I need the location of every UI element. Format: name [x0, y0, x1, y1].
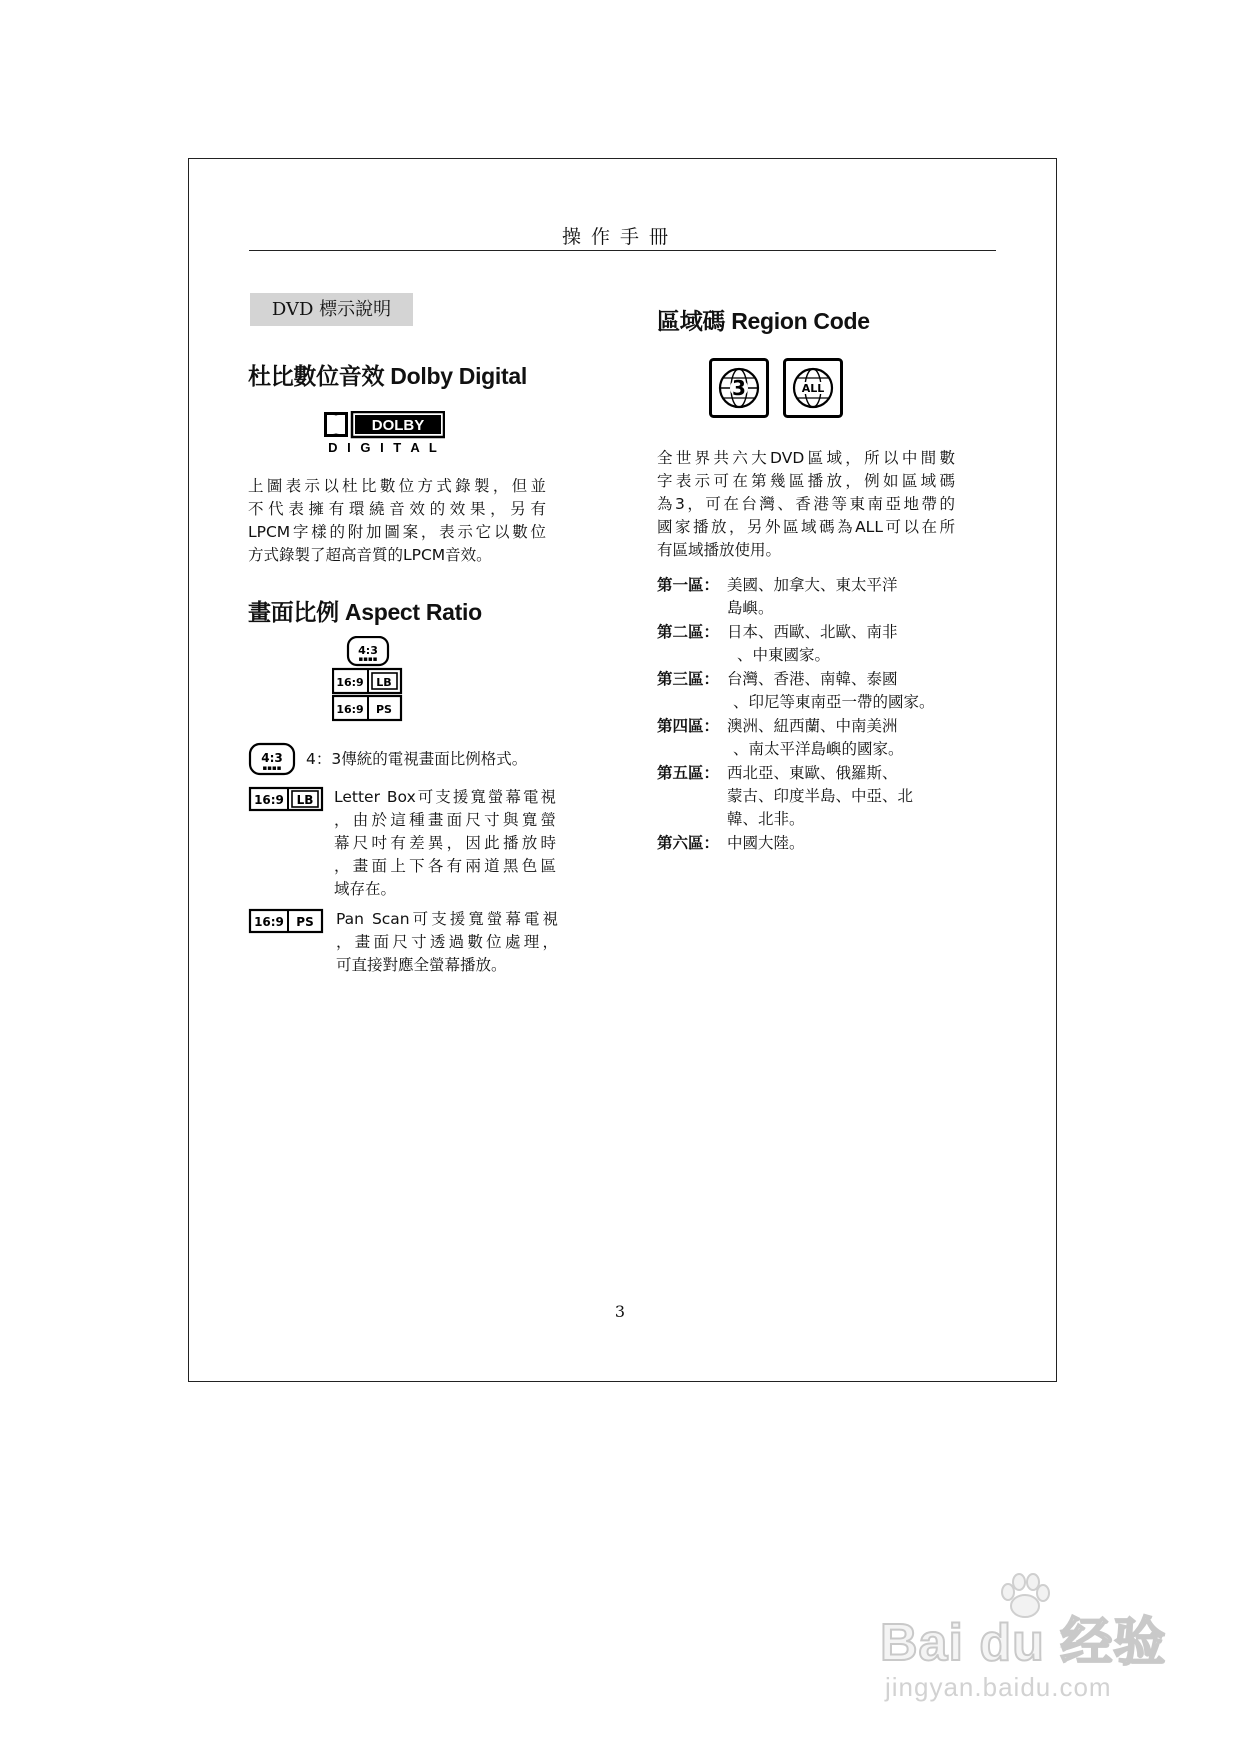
dolby-double-d-icon	[323, 411, 445, 454]
dolby-digital-logo	[323, 411, 445, 454]
region-zone-5	[657, 762, 997, 831]
zone-key: 第六區：	[657, 834, 720, 852]
zone-countries: 中國大陸。	[727, 834, 805, 852]
region-paragraph	[657, 447, 955, 562]
paragraph-line: 國家播放，另外區域碼為ALL可以在所	[657, 518, 955, 536]
region-zone-list	[657, 574, 997, 856]
svg-text:16:9: 16:9	[336, 703, 364, 716]
region-3-icon	[709, 358, 769, 418]
legend-43	[248, 742, 566, 776]
legend-43-text: 4：3傳統的電視畫面比例格式。	[306, 750, 528, 768]
svg-text:PS: PS	[296, 915, 314, 929]
region-zone-2	[657, 621, 997, 667]
legend-panscan-text	[336, 908, 558, 977]
paragraph-line: ，由於這種畫面尺寸與寬螢	[334, 811, 556, 829]
paragraph-line: 方式錄製了超高音質的LPCM音效。	[248, 546, 492, 564]
region-zone-1	[657, 574, 997, 620]
dolby-logo-sub: D I G I T A L	[328, 440, 440, 454]
zone-countries: 日本、西歐、北歐、南非 、中東國家。	[727, 623, 898, 664]
region-zone-4	[657, 715, 997, 761]
heading-aspect-ratio: 畫面比例 Aspect Ratio	[248, 599, 482, 625]
paragraph-line: 可直接對應全螢幕播放。	[336, 956, 507, 974]
svg-text:PS: PS	[376, 703, 392, 716]
region-zone-6	[657, 832, 997, 855]
page-number: 3	[614, 1302, 626, 1321]
region-zone-3	[657, 668, 997, 714]
svg-text:16:9: 16:9	[336, 676, 364, 689]
letterbox-169-icon	[248, 786, 324, 812]
legend-letterbox	[248, 786, 556, 901]
region-all-icon	[783, 358, 843, 418]
panscan-169-icon	[248, 908, 324, 934]
dolby-logo-word: DOLBY	[371, 417, 425, 434]
heading-dolby-digital: 杜比數位音效 Dolby Digital	[248, 363, 527, 389]
paragraph-line: 有區域播放使用。	[657, 541, 782, 559]
zone-key: 第四區：	[657, 717, 720, 735]
paragraph-line: 全世界共六大DVD區域，所以中間數	[657, 449, 955, 467]
heading-region-code: 區域碼 Region Code	[657, 308, 870, 334]
svg-text:▪▪▪▪: ▪▪▪▪	[262, 764, 282, 772]
svg-text:16:9: 16:9	[254, 915, 284, 929]
svg-text:16:9: 16:9	[254, 793, 284, 807]
paragraph-line: ，畫面尺寸透過數位處理，	[336, 933, 558, 951]
zone-countries: 台灣、香港、南韓、泰國 、印尼等東南亞一帶的國家。	[727, 670, 935, 711]
page-header-title: 操作手冊	[561, 226, 678, 248]
dolby-paragraph	[248, 475, 546, 567]
globe-region-3-icon	[709, 358, 769, 418]
legend-letterbox-text	[334, 786, 556, 901]
zone-key: 第一區：	[657, 576, 720, 594]
paragraph-line: 字表示可在第幾區播放，例如區域碼	[657, 472, 955, 490]
legend-panscan	[248, 908, 558, 977]
zone-key: 第三區：	[657, 670, 720, 688]
aspect-ratio-tv-icon	[332, 636, 404, 722]
svg-text:4:3: 4:3	[261, 751, 283, 765]
globe-region-all-icon	[783, 358, 843, 418]
watermark-brand: Bai du 经验	[880, 1614, 1167, 1672]
svg-text:3: 3	[732, 376, 746, 400]
paragraph-line: Letter Box可支援寬螢幕電視	[334, 788, 556, 806]
zone-key: 第二區：	[657, 623, 720, 641]
svg-text:LB: LB	[376, 676, 392, 689]
paragraph-line: 幕尺吋有差異，因此播放時	[334, 834, 556, 852]
svg-text:ALL: ALL	[801, 382, 825, 395]
svg-text:▪▪▪▪: ▪▪▪▪	[358, 655, 378, 663]
paragraph-line: 不代表擁有環繞音效的效果，另有	[248, 500, 546, 518]
paragraph-line: 域存在。	[334, 880, 397, 898]
zone-countries: 澳洲、紐西蘭、中南美洲 、南太平洋島嶼的國家。	[727, 717, 904, 758]
tv-43-icon	[248, 742, 296, 776]
header-divider	[249, 250, 996, 251]
zone-key: 第五區：	[657, 764, 720, 782]
svg-text:LB: LB	[296, 793, 314, 807]
paragraph-line: ，畫面上下各有兩道黑色區	[334, 857, 556, 875]
baidu-watermark	[880, 1580, 1180, 1700]
paragraph-line: 為3，可在台灣、香港等東南亞地帶的	[657, 495, 955, 513]
section-label-dvd-marks: DVD 標示說明	[250, 293, 413, 326]
aspect-ratio-icon-stack	[332, 636, 404, 722]
svg-text:4:3: 4:3	[358, 644, 378, 657]
paragraph-line: Pan Scan可支援寬螢幕電視	[336, 910, 558, 928]
zone-countries: 西北亞、東歐、俄羅斯、 蒙古、印度半島、中亞、北 韓、北非。	[727, 764, 914, 828]
paragraph-line: LPCM字樣的附加圖案，表示它以數位	[248, 523, 546, 541]
paragraph-line: 上圖表示以杜比數位方式錄製，但並	[248, 477, 546, 495]
watermark-url: jingyan.baidu.com	[885, 1672, 1112, 1702]
zone-countries: 美國、加拿大、東太平洋 島嶼。	[727, 576, 898, 617]
